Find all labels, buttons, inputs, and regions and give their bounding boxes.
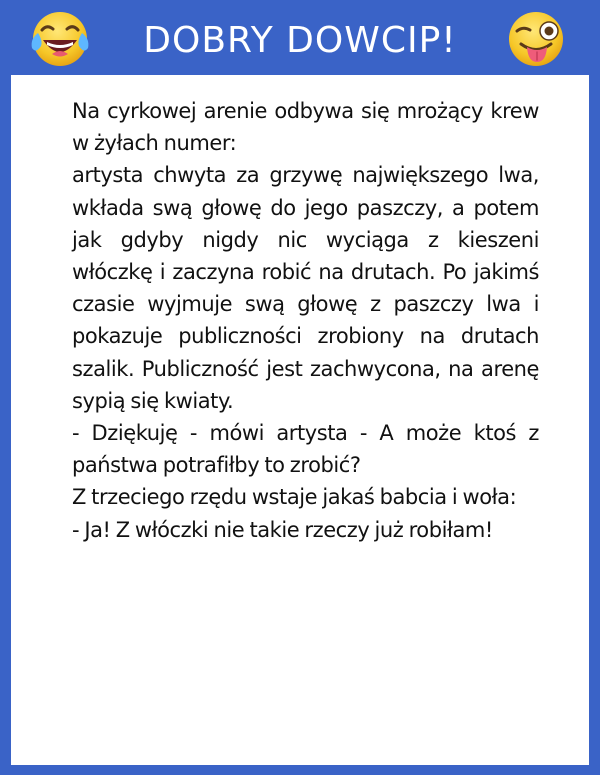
joke-paragraph-5: - Ja! Z włóczki nie takie rzeczy już robiłam! xyxy=(72,517,493,542)
winking-tongue-emoji-icon xyxy=(505,8,567,70)
page-title: DOBRY DOWCIP! xyxy=(143,20,457,61)
joke-text xyxy=(72,95,539,546)
joke-paragraph-3: - Dziękuję - mówi artysta - A może ktoś z państwa potrafiłby to zrobić? xyxy=(72,421,539,478)
joke-paragraph-4: Z trzeciego rzędu wstaje jakaś babcia i woła: xyxy=(72,485,517,510)
joke-paragraph-2: artysta chwyta za grzywę największego lwa, wkłada swą głowę do jego paszczy, a potem jak gdyby nigdy nic wyciąga z kieszeni włóczkę i zaczyna robić na drutach. Po jakimś czasie wyjmuje swą głowę z paszczy lwa i pokazuje publiczności zrobiony na drutach szalik. Publiczność jest zachwycona, na arenę sypią się kwiaty. xyxy=(72,163,539,413)
header-bar xyxy=(0,0,600,82)
tears-of-joy-emoji-icon xyxy=(29,8,91,70)
joke-card xyxy=(11,75,589,765)
joke-paragraph-1: Na cyrkowej arenie odbywa się mrożący krew w żyłach numer: xyxy=(72,99,539,156)
